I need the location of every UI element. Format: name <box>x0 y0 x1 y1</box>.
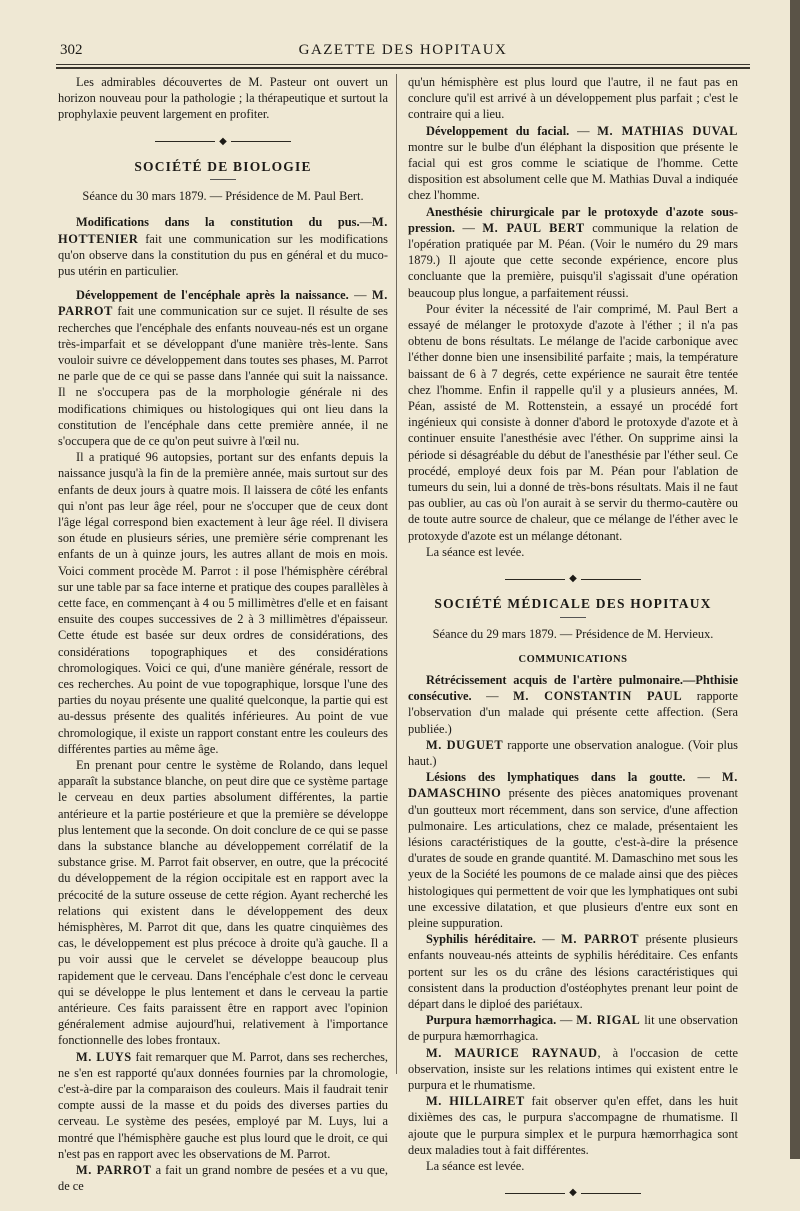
seance-end: La séance est levée. <box>426 544 525 559</box>
article-paragraph <box>408 1093 738 1158</box>
article-topic: Développement du facial. <box>426 123 570 138</box>
author-name: M. CONSTANTIN PAUL <box>513 689 683 704</box>
ornament-divider <box>58 137 388 147</box>
ornament-divider <box>408 1188 738 1198</box>
article-topic: Modifications dans la constitution du pus. <box>76 215 360 230</box>
ornament-divider <box>408 574 738 584</box>
page-edge <box>790 0 800 1159</box>
header-rule <box>56 64 750 65</box>
diamond-icon: ◆ <box>219 135 227 147</box>
right-column <box>408 74 738 1211</box>
article-topic: Lésions des lymphatiques dans la goutte. <box>426 770 686 785</box>
article-paragraph: En prenant pour centre le système de Rolando, dans lequel apparaît la substance blanche, on peut dire que ce système partage le cerveau en deux parties absolument différentes, la partie antérieure et la partie postérieure et que la première se développe plus lentement que la seconde. On doit conclure de ce qui se passe dans la substance blanche au développement corrélatif de la substance grise. M. Parrot fait observer, en outre, que la précocité du développement de la région occipitale est en rapport avec la précocité de la suture osseuse de cette région. Ayant recherché les relations qui existent dans le développement des deux hémisphères, M. Parrot dit que, dans les quatre cinquièmes des cas, le développement est plus précoce à droite qu'à gauche. Il a pu voir aussi que le cervelet se développe beaucoup plus rapidement que le cerveau. Dans l'encéphale c'est donc le cerveau qui se développe le plus lentement et dans le cerveau la partie antérieure. Ces faits paraissent être en rapport avec l'opinion généralement admise aujourd'hui, relativement à l'importance fonctionnelle des lobes frontaux. <box>58 758 388 1048</box>
diamond-icon: ◆ <box>569 573 577 585</box>
article-paragraph: Pour éviter la nécessité de l'air comprimé, M. Paul Bert a essayé de mélanger le protoxyde d'azote à l'éther ; il n'a pas obtenu de bons résultats. Le mélange de l'acide carbonique avec l'éther donne bien une insensibilité parfaite ; mais, la température baissant de 6 à 7 degrés, cette expérience ne saurait être tentée chez l'homme. Enfin il rappelle qu'il y a plusieurs années, M. Péan, assisté de M. Rottenstein, a essayé un procédé fort ingénieux qui consiste à donner d'abord le protoxyde d'azote et à continuer ensuite l'anesthésie avec l'éther. On supprime ainsi la période si désagréable du début de l'anesthésie par l'éther seul. Ce procédé, employé deux fois par M. Péan pour l'ablation de tumeurs du sein, lui a donné de très-bons résultats. Mais il ne faut pas oublier, au cas où l'on aurait à se servir du thermo-cautère ou de toute autre source de chaleur, que ce mélange de l'éther avec le protoxyde d'azote est un mélange détonant. <box>408 301 738 543</box>
column-divider <box>396 74 397 1074</box>
article-text: fait une communication sur ce sujet. Il résulte de ses recherches que l'encéphale des enfants nouveau-nés est un organe très-imparfait et se développant d'une manière très-lente. Sans vouloir suivre ce développement dans toutes ses phases, M. Parrot ne parle que de ce qui se passe dans l'année qui suit la naissance. Il ne s'occupera pas de la morphologie générale ni des modifications chimiques ou histologiques qui ont lieu dans la constitution de l'encéphale dans cette première année, il ne s'occupera que de ce qu'on peut suivre à l'œil nu. <box>58 304 388 448</box>
article-text: fait observer qu'en effet, dans les huit dixièmes des cas, le purpura s'accompagne de rhumatisme. Il ajoute que le purpura simplex et le purpura hæmorrhagica sont deux maladies tout à fait différentes. <box>408 1094 739 1157</box>
article-paragraph: Lésions des lymphatiques dans la goutte. — M. DAMASCHINO présente des pièces anatomiques provenant d'un goutteux mort récemment, dans son service, d'une affection pulmonaire. Les articulations, chez ce malade, présentaient les lésions caractéristiques de la goutte, c'est-à-dire la présence d'urates de soude en grande quantité. M. Damaschino met sous les yeux de la Société les poumons de ce malade ainsi que des pièces histologiques qui permettent de voir que les lymphatiques ont subi une excessive dilatation, et que plusieurs d'entre eux sont en pleine suppuration. <box>408 770 738 931</box>
article-paragraph: Il a pratiqué 96 autopsies, portant sur des enfants depuis la naissance jusqu'à la fin de la première année, mais surtout sur des enfants de deux jours à quatre mois. Il laissera de côté les enfants qui n'ont pas leur âge réel, pour ne s'occuper que de ceux dont l'âge légal correspond bien exactement à leur âge réel. Il divisera son étude en plusieurs séries, une première série comprenant les enfants de un à quinze jours, les autres allant de mois en mois. Voici comment procède M. Parrot : il pose l'hémisphère cérébral sur une table par sa face interne et pratique des coupes parallèles à cette face, en commençant à 4 ou 5 millimètres d'elle et en faisant ensuite des coupes successives de 2 à 3 millimètres d'épaisseur. Cette étude est basée sur deux ordres de considérations, des considérations topographiques et des considérations chromologiques. Voici ce qui, d'une manière générale, ressort de ces recherches. Au point de vue topographique, lorsque l'une des parties du noyau présente une qualité quelconque, la partie qui est au-dessus présente des qualités inférieures. Au point de vue chromologique, il existe un rapport constant entre les couleurs des différentes parties au même âge. <box>58 450 388 756</box>
article-text: , à l'occasion de cette observation, insiste sur les relations intimes qui existent entre le purpura et le rhumatisme. <box>408 1045 738 1093</box>
article-text: présente des pièces anatomiques provenant d'un goutteux mort récemment, dans son service, d'une affection pulmonaire. Les articulations, chez ce malade, présentaient les lésions caractéristiques de la goutte, c'est-à-dire la présence d'urates de soude en grande quantité. M. Damaschino met sous les yeux de la Société les poumons de ce malade ainsi que des pièces histologiques qui permettent de voir que les lymphatiques ont subi une excessive dilatation, et que plusieurs d'entre eux sont en pleine suppuration. <box>408 786 738 931</box>
article-paragraph: Rétrécissement acquis de l'artère pulmonaire.—Phthisie consécutive. — M. CONSTANTIN PAUL rapporte l'observation d'un malade qui présente cette affection. (Sera publiée.) <box>408 673 738 736</box>
author-name: M. DAMASCHINO <box>408 770 738 801</box>
article-topic: Rétrécissement acquis de l'artère pulmonaire.—Phthisie consécutive. <box>408 673 738 704</box>
seance-end: La séance est levée. <box>426 1159 525 1174</box>
author-name: M. PARROT <box>58 288 388 319</box>
article-paragraph: Développement du facial. — M. MATHIAS DUVAL montre sur le bulbe d'un éléphant la disposition que présente le facial qui est gros comme le sciatique de l'homme. Cette disposition est absolument celle que M. Mathias Duval a indiquée chez l'homme. <box>408 123 738 203</box>
communications-heading: COMMUNICATIONS <box>518 653 628 665</box>
author-name: M. HOTTENIER <box>58 215 388 246</box>
small-rule <box>560 617 586 618</box>
author-name: M. MAURICE RAYNAUD <box>426 1045 598 1060</box>
article-topic: Purpura hæmorrhagica. <box>426 1013 557 1028</box>
article-topic: Syphilis héréditaire. <box>426 932 536 947</box>
article-paragraph: Purpura hæmorrhagica. — M. RIGAL lit une observation de purpura hæmorrhagica. <box>408 1013 738 1044</box>
author-name: M. LUYS <box>76 1049 132 1064</box>
article-paragraph <box>408 1045 738 1094</box>
author-name: M. DUGUET <box>426 737 504 752</box>
section-title-biologie: SOCIÉTÉ DE BIOLOGIE <box>134 158 312 174</box>
article-paragraph: qu'un hémisphère est plus lourd que l'autre, il ne faut pas en conclure qu'il est arrivé à un développement plus parfait ; c'est le contraire qui a lieu. <box>408 75 738 122</box>
author-name: M. HILLAIRET <box>426 1094 525 1109</box>
article-text: rapporte une observation analogue. (Voir plus haut.) <box>408 737 738 769</box>
seance-line: Séance du 29 mars 1879. — Présidence de M. Hervieux. <box>432 626 714 641</box>
header-rule-thick <box>56 67 750 69</box>
section-title-medicale: SOCIÉTÉ MÉDICALE DES HOPITAUX <box>434 596 712 612</box>
article-paragraph: Développement de l'encéphale après la naissance. — M. PARROT fait une communication sur ce sujet. Il résulte de ses recherches que l'encéphale des enfants nouveau-nés est un organe très-imparfait et se développant d'une manière très-lente. Sans vouloir suivre ce développement dans toutes ses phases, M. Parrot ne parle que de ce qui se passe dans l'année qui suit la naissance. Il ne s'occupera pas de la morphologie générale ni des modifications chimiques ou histologiques qui ont lieu dans la constitution de l'encéphale dans cette première année, il ne s'occupera que de ce qu'on peut suivre à l'œil nu. <box>58 288 388 448</box>
diamond-icon: ◆ <box>569 1187 577 1199</box>
article-paragraph: Syphilis héréditaire. — M. PARROT présente plusieurs enfants nouveau-nés atteints de syphilis héréditaire. Ces enfants portent sur les os du crâne des lésions caractéristiques qui consistent dans la production d'ostéophytes prenant leur point de départ dans le diploé des pariétaux. <box>408 932 738 1012</box>
article-paragraph <box>58 1162 388 1194</box>
author-name: M. RIGAL <box>576 1013 641 1028</box>
author-name: M. MATHIAS DUVAL <box>597 123 738 138</box>
article-paragraph: Anesthésie chirurgicale par le protoxyde d'azote sous-pression. — M. PAUL BERT communique la relation de l'opération pratiquée par M. Péan. (Voir le numéro du 29 mars 1879.) Il ajoute que cette seconde expérience, encore plus concluante que la première, puisqu'il s'agissait d'une opération beaucoup plus longue, a parfaitement réussi. <box>408 204 738 300</box>
left-column <box>58 74 388 1195</box>
article-text: montre sur le bulbe d'un éléphant la disposition que présente le facial qui est gros comme le sciatique de l'homme. Cette disposition est absolument celle que M. Mathias Duval a indiquée chez l'homme. <box>408 139 738 203</box>
article-topic: Développement de l'encéphale après la naissance. <box>76 288 349 303</box>
article-text: a fait un grand nombre de pesées et a vu que, de ce <box>58 1163 389 1194</box>
article-topic: Anesthésie chirurgicale par le protoxyde d'azote sous-pression. <box>408 204 738 235</box>
seance-line: Séance du 30 mars 1879. — Présidence de M. Paul Bert. <box>82 189 364 204</box>
article-text: fait une communication sur les modifications qu'on observe dans la constitution du pus en général et du muco-pus utérin en particulier. <box>58 231 388 278</box>
author-name: M. PARROT <box>76 1163 152 1178</box>
intro-paragraph: Les admirables découvertes de M. Pasteur ont ouvert un horizon nouveau pour la pathologie ; la thérapeutique et surtout la prophylaxie peuvent largement en profiter. <box>58 75 388 122</box>
page-number: 302 <box>60 42 83 58</box>
article-text: présente plusieurs enfants nouveau-nés atteints de syphilis héréditaire. Ces enfants portent sur les os du crâne des lésions caractéristiques qui consistent dans la production d'ostéophytes prenant leur point de départ dans le diploé des pariétaux. <box>408 932 738 1012</box>
author-name: M. PAUL BERT <box>482 220 585 235</box>
article-text: rapporte l'observation d'un malade qui présente cette affection. (Sera publiée.) <box>408 689 738 736</box>
article-paragraph: Modifications dans la constitution du pus.—M. HOTTENIER fait une communication sur les modifications qu'on observe dans la constitution du pus en général et du muco-pus utérin en particulier. <box>58 215 388 278</box>
journal-title: GAZETTE DES HOPITAUX <box>298 42 508 58</box>
author-name: M. PARROT <box>561 932 640 947</box>
article-text: fait remarquer que M. Parrot, dans ses recherches, ne s'en est rapporté qu'aux données fournies par la chromologie, c'est-à-dire par la comparaison des couleurs. Mais il faudrait tenir compte aussi de la masse et du poids des diverses parties du cerveau. Le système des pesées, employé par M. Luys, lui a montré que l'hémisphère gauche est plus lourd que le droit, ce qui n'est pas en rapport avec les observations de M. Parrot. <box>58 1049 388 1161</box>
article-paragraph <box>58 1049 388 1162</box>
article-text: communique la relation de l'opération pratiquée par M. Péan. (Voir le numéro du 29 mars 1879.) Il ajoute que cette seconde expérience, encore plus concluante que la première, puisqu'il s'agissait d'une opération beaucoup plus longue, a parfaitement réussi. <box>408 220 738 300</box>
article-text: lit une observation de purpura hæmorrhagica. <box>408 1013 738 1044</box>
article-paragraph <box>408 737 738 769</box>
small-rule <box>210 179 236 180</box>
